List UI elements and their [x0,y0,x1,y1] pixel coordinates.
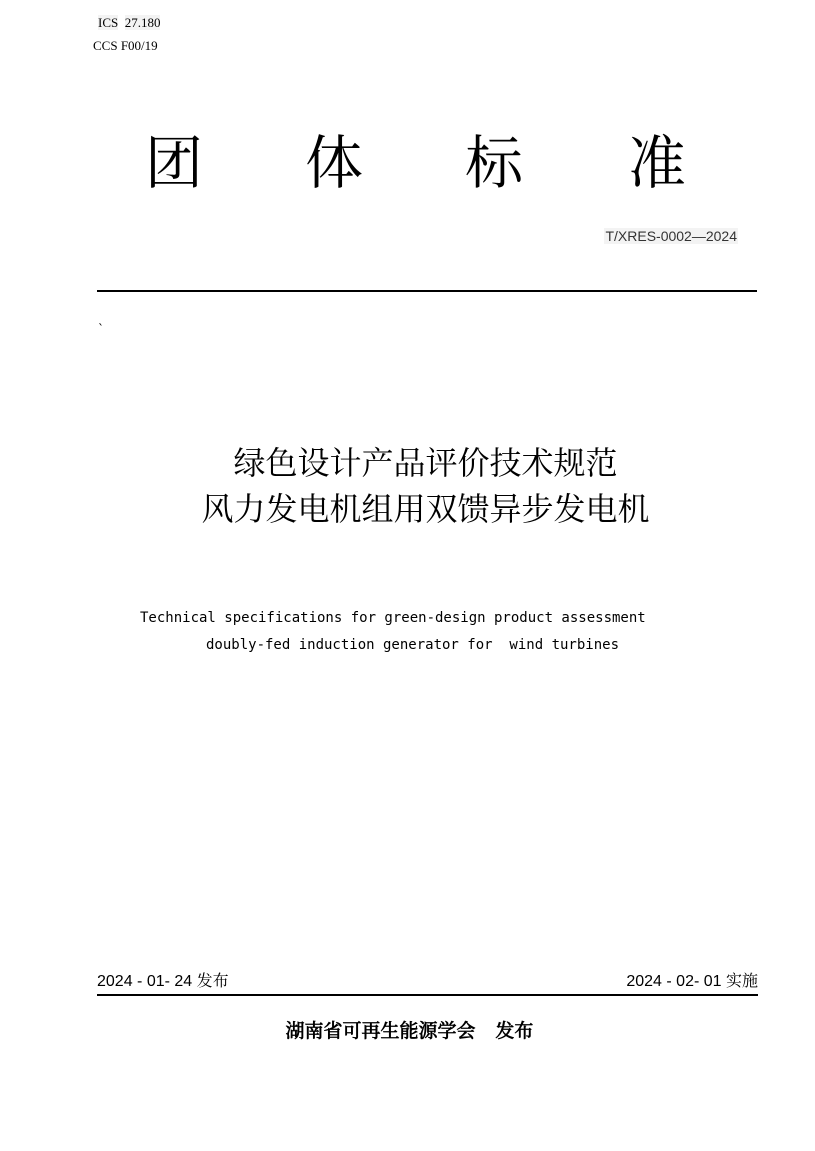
tick-mark: ` [98,322,104,336]
ccs-value: F00/19 [120,38,158,53]
ccs-label: CCS [93,38,118,53]
standard-code-text: T/XRES-0002—2024 [605,228,737,244]
standard-type-heading [0,125,815,205]
standard-type-char-3: 标 [465,129,524,197]
ics-line [98,15,160,31]
ics-value: 27.180 [124,15,161,30]
english-title-line-2: doubly-fed induction generator for wind turbines [206,637,620,653]
publish-date: 2024 - 01- 24 发布 [97,973,229,990]
top-divider [97,290,757,292]
implementation-date: 2024 - 02- 01 实施 [626,973,758,990]
english-title [0,606,815,678]
standard-type-char-2: 体 [305,129,364,197]
publisher-action: 发布 [495,1020,534,1042]
chinese-title [0,440,815,532]
chinese-title-line-2: 风力发电机组用双馈异步发电机 [201,490,650,528]
ics-label: ICS [98,15,119,30]
standard-code [560,227,738,245]
ccs-line [93,38,158,54]
chinese-title-line-1: 绿色设计产品评价技术规范 [233,444,618,482]
publisher-name: 湖南省可再生能源学会 [285,1020,476,1042]
publisher-line [0,1018,815,1044]
standard-type-char-1: 团 [145,129,204,197]
standard-type-char-4: 准 [628,129,687,197]
english-title-line-1: Technical specifications for green-design product assessment [140,610,646,626]
bottom-divider [97,994,758,996]
